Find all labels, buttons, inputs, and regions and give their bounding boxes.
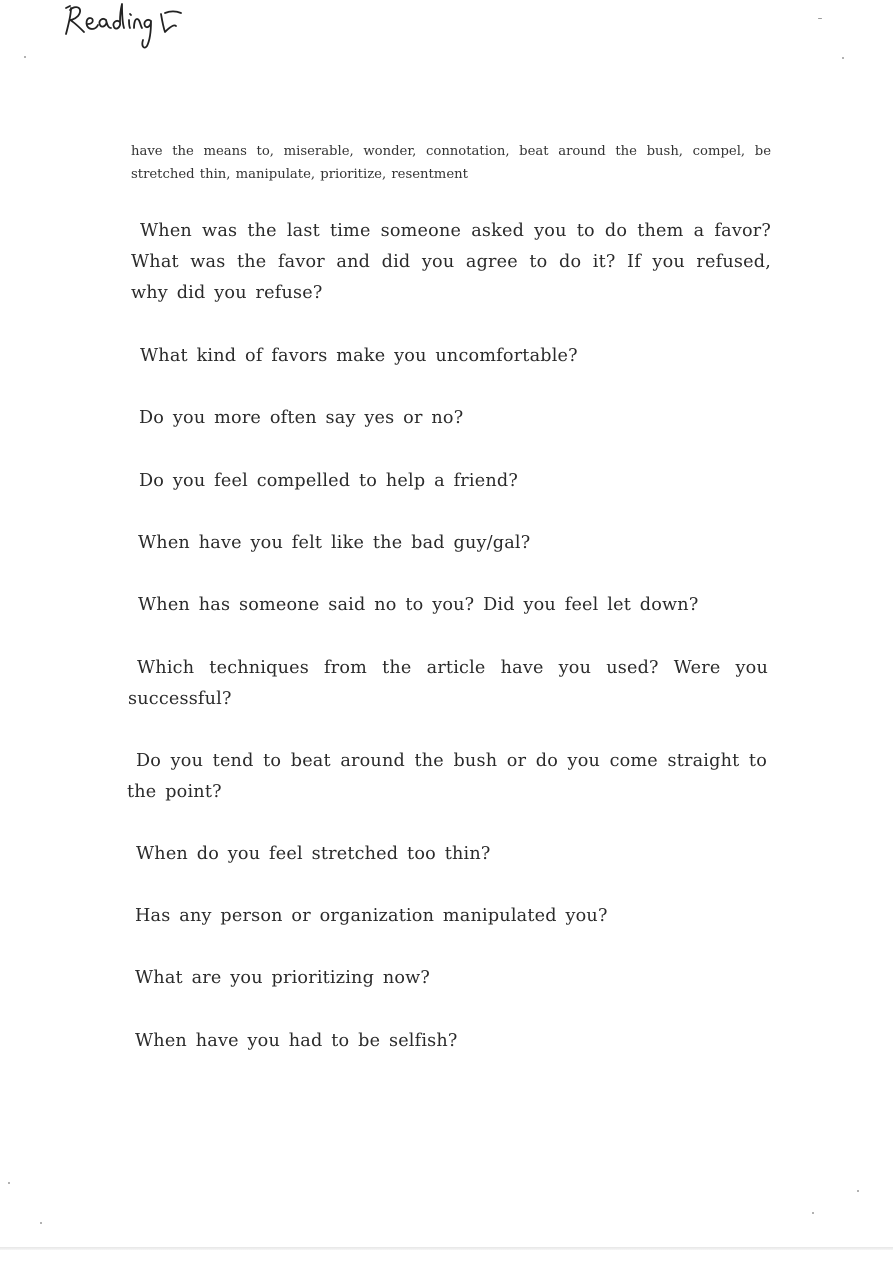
question-11	[126, 963, 766, 994]
scan-speck	[857, 1190, 859, 1192]
question-text: When has someone said no to you? Did you feel let down?	[138, 595, 699, 615]
question-text: What kind of favors make you uncomfortable?	[140, 346, 578, 366]
question-7	[128, 653, 768, 715]
vocabulary-list: have the means to, miserable, wonder, connotation, beat around the bush, compel, be stretched thin, manipulate, prioritize, resentment	[131, 144, 771, 182]
scan-speck	[818, 18, 822, 19]
scan-speck	[24, 56, 26, 58]
question-10	[126, 901, 766, 932]
question-5	[129, 528, 769, 559]
question-text: Do you more often say yes or no?	[139, 408, 464, 428]
question-9	[127, 839, 767, 870]
handwritten-reading-5-drawing	[62, 2, 212, 52]
scan-speck	[842, 57, 844, 59]
question-text: When was the last time someone asked you to do them a favor? What was the favor and did you agree to do it? If you refused, why did you refuse?	[131, 221, 771, 303]
question-3	[130, 403, 770, 434]
question-6	[129, 590, 769, 621]
question-text: When have you had to be selfish?	[135, 1031, 458, 1051]
question-text: When do you feel stretched too thin?	[136, 844, 491, 864]
question-1	[131, 216, 771, 309]
scan-speck	[8, 1182, 10, 1184]
handwritten-label	[62, 2, 212, 52]
scan-speck	[812, 1212, 814, 1214]
question-text: Do you tend to beat around the bush or do you come straight to the point?	[127, 751, 767, 802]
scan-speck	[40, 1222, 42, 1224]
question-2	[131, 341, 771, 372]
question-text: When have you felt like the bad guy/gal?	[138, 533, 531, 553]
question-text: Do you feel compelled to help a friend?	[139, 471, 518, 491]
question-text: What are you prioritizing now?	[135, 968, 431, 988]
question-12	[126, 1026, 766, 1057]
scan-edge-shadow	[0, 1247, 893, 1250]
question-text: Has any person or organization manipulated you?	[135, 906, 608, 926]
question-4	[130, 466, 770, 497]
question-text: Which techniques from the article have you used? Were you successful?	[128, 658, 768, 709]
question-8	[127, 746, 767, 808]
